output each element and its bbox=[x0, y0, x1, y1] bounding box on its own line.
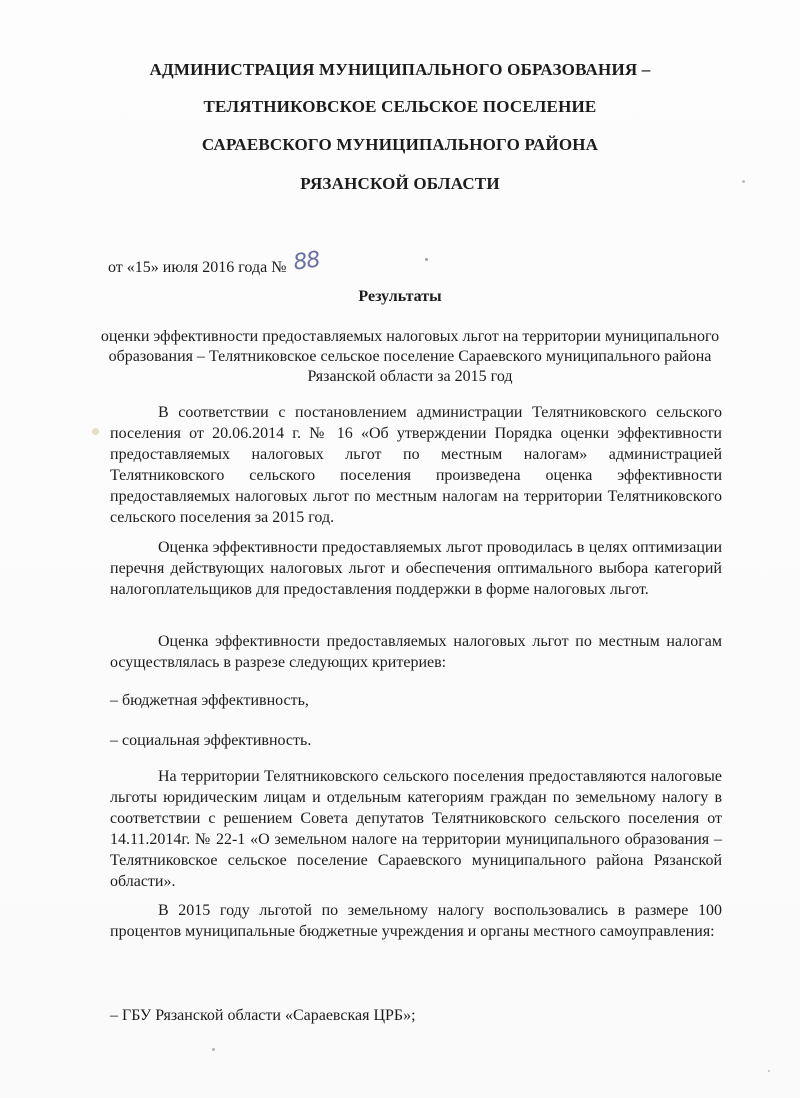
paragraph-4: На территории Телятниковского сельского поселения предоставляются налоговые льготы юридическим лицам и отдельным категориям граждан по земельному налогу в соответствии с решением Совета депутатов Телятниковского сельского поселения от 14.11.2014г. № 22-1 «О земельном налоге на территории муниципального образования – Телятниковское сельское поселение Сараевского муниципального района Рязанской области». bbox=[110, 768, 722, 890]
scan-speck bbox=[212, 1048, 215, 1051]
paragraph-2: Оценка эффективности предоставляемых льгот проводилась в целях оптимизации перечня действующих налоговых льгот и обеспечения оптимального выбора категорий налогоплательщиков для предоставления поддержки в форме налоговых льгот. bbox=[110, 539, 722, 598]
document-title: Результаты bbox=[358, 288, 442, 305]
beneficiary-item: – ГБУ Рязанской области «Сараевская ЦРБ»; bbox=[110, 1007, 416, 1024]
paragraph-1: В соответствии с постановлением администрации Телятниковского сельского поселения от 20.06.2014 г. № 16 «Об утверждении Порядка оценки эффективности предоставляемых налоговых льгот по местным налогам» администрацией Телятниковского сельского поселения произведена оценка эффективности предоставляемых налоговых льгот по местным налогам на территории Телятниковского сельского поселения за 2015 год. bbox=[110, 404, 722, 526]
document-subtitle: оценки эффективности предоставляемых налоговых льгот на территории муниципального образования – Телятниковское сельское поселение Сараевского муниципального района Рязанской области за 2015 год bbox=[100, 328, 720, 385]
scan-speck bbox=[425, 258, 428, 261]
scan-speck bbox=[768, 1070, 770, 1072]
scan-speck bbox=[742, 180, 745, 183]
scan-speck bbox=[92, 428, 99, 435]
header-line-2: ТЕЛЯТНИКОВСКОЕ СЕЛЬСКОЕ ПОСЕЛЕНИЕ bbox=[203, 97, 597, 116]
criterion-budget: – бюджетная эффективность, bbox=[110, 692, 309, 709]
header-line-4: РЯЗАНСКОЙ ОБЛАСТИ bbox=[300, 174, 500, 193]
paragraph-3: Оценка эффективности предоставляемых налоговых льгот по местным налогам осуществлялась в разрезе следующих критериев: bbox=[110, 633, 722, 671]
criterion-social: – социальная эффективность. bbox=[110, 732, 312, 749]
date-line bbox=[108, 247, 322, 278]
date-text: от «15» июля 2016 года № bbox=[108, 259, 287, 276]
header-line-3: САРАЕВСКОГО МУНИЦИПАЛЬНОГО РАЙОНА bbox=[201, 135, 599, 154]
paragraph-5: В 2015 году льготой по земельному налогу воспользовались в размере 100 процентов муниципальные бюджетные учреждения и органы местного самоуправления: bbox=[110, 902, 722, 940]
header-line-1: АДМИНИСТРАЦИЯ МУНИЦИПАЛЬНОГО ОБРАЗОВАНИЯ – bbox=[149, 60, 651, 79]
handwritten-document-number: 88 bbox=[292, 247, 322, 276]
